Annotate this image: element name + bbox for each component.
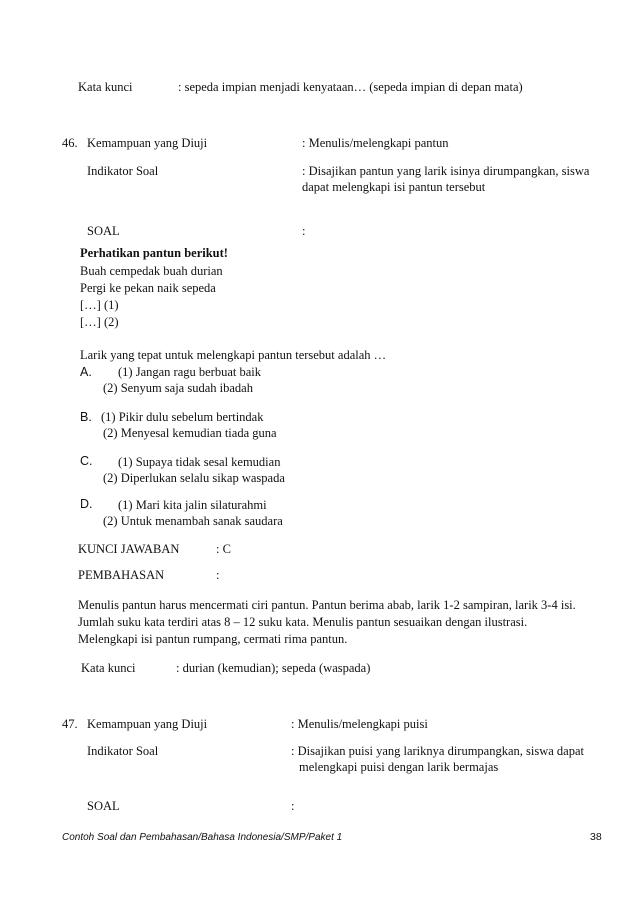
q46-option-d-letter: D. [80, 497, 93, 511]
q46-option-a-letter: A. [80, 365, 92, 379]
q47-soal-colon: : [291, 799, 295, 813]
q46-indikator-value-1: : Disajikan pantun yang larik isinya dirumpangkan, siswa [302, 164, 590, 178]
q46-kata-kunci-label: Kata kunci [81, 661, 136, 675]
q46-option-c-line1: (1) Supaya tidak sesal kemudian [118, 455, 281, 469]
q46-soal-colon: : [302, 224, 306, 238]
q46-pembahasan-label: PEMBAHASAN [78, 568, 165, 582]
q47-kemampuan-label: Kemampuan yang Diuji [87, 717, 208, 731]
q46-kunci-value: : C [216, 542, 231, 556]
q46-pantun-line: […] (2) [80, 315, 119, 329]
q46-pembahasan-colon: : [216, 568, 220, 582]
q46-indikator-value-2: dapat melengkapi isi pantun tersebut [302, 180, 486, 194]
top-kata-kunci-label: Kata kunci [78, 80, 133, 94]
q46-option-c-line2: (2) Diperlukan selalu sikap waspada [103, 471, 285, 485]
q46-kemampuan-value: : Menulis/melengkapi pantun [302, 136, 449, 150]
q46-kata-kunci-value: : durian (kemudian); sepeda (waspada) [176, 661, 371, 675]
q47-soal-label: SOAL [87, 799, 120, 813]
q46-pembahasan-line: Menulis pantun harus mencermati ciri pantun. Pantun berima abab, larik 1-2 sampiran, larik 3-4 isi. [78, 598, 576, 612]
q46-pantun-line: […] (1) [80, 298, 119, 312]
q46-option-a-line1: (1) Jangan ragu berbuat baik [118, 365, 261, 379]
q46-option-d-line2: (2) Untuk menambah sanak saudara [103, 514, 283, 528]
q47-kemampuan-value: : Menulis/melengkapi puisi [291, 717, 428, 731]
q46-option-b-line2: (2) Menyesal kemudian tiada guna [103, 426, 277, 440]
q47-indikator-value-1: : Disajikan puisi yang lariknya dirumpangkan, siswa dapat [291, 744, 584, 758]
q46-pantun-title: Perhatikan pantun berikut! [80, 246, 228, 260]
q46-option-a-line2: (2) Senyum saja sudah ibadah [103, 381, 253, 395]
q46-pantun-line: Pergi ke pekan naik sepeda [80, 281, 216, 295]
page-number: 38 [590, 831, 602, 843]
q47-indikator-label: Indikator Soal [87, 744, 159, 758]
q46-soal-label: SOAL [87, 224, 120, 238]
q46-indikator-label: Indikator Soal [87, 164, 159, 178]
q46-option-b-letter: B. [80, 410, 92, 424]
q47-number: 47. [62, 717, 78, 731]
q46-pembahasan-line: Jumlah suku kata terdiri atas 8 – 12 suku kata. Menulis pantun sesuaikan dengan ilustrasi. [78, 615, 528, 629]
q47-indikator-value-2: melengkapi puisi dengan larik bermajas [299, 760, 499, 774]
q46-question: Larik yang tepat untuk melengkapi pantun tersebut adalah … [80, 348, 387, 362]
q46-pembahasan-line: Melengkapi isi pantun rumpang, cermati rima pantun. [78, 632, 348, 646]
q46-option-c-letter: C. [80, 454, 93, 468]
q46-option-d-line1: (1) Mari kita jalin silaturahmi [118, 498, 267, 512]
q46-option-b-line1: (1) Pikir dulu sebelum bertindak [101, 410, 264, 424]
top-kata-kunci-value: : sepeda impian menjadi kenyataan… (sepeda impian di depan mata) [178, 80, 523, 94]
q46-pantun-line: Buah cempedak buah durian [80, 264, 223, 278]
footer-text: Contoh Soal dan Pembahasan/Bahasa Indonesia/SMP/Paket 1 [62, 832, 343, 843]
q46-number: 46. [62, 136, 78, 150]
q46-kemampuan-label: Kemampuan yang Diuji [87, 136, 208, 150]
q46-kunci-label: KUNCI JAWABAN [78, 542, 180, 556]
